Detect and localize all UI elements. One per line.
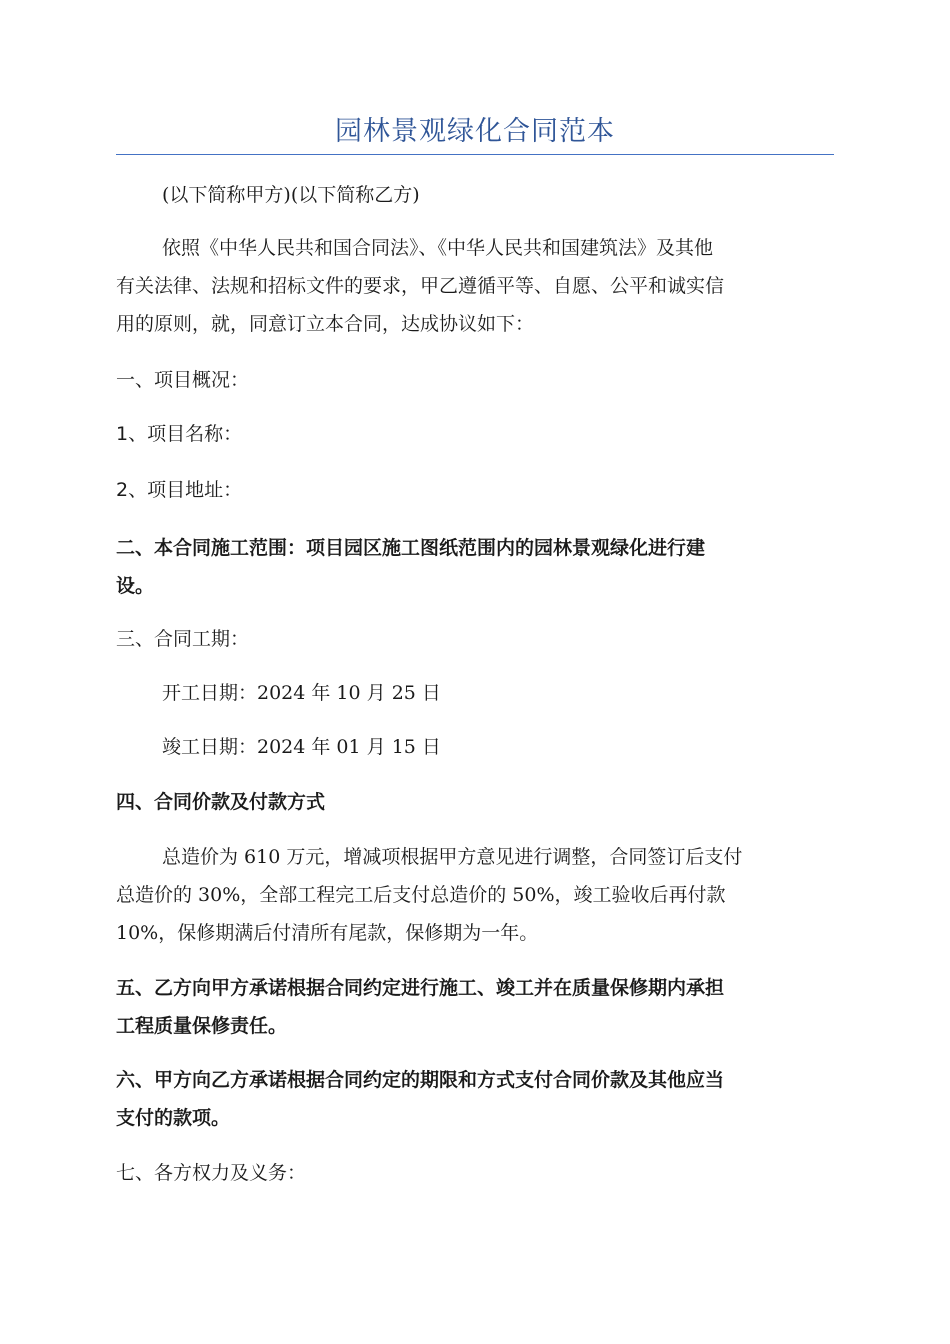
section4-paragraph — [116, 838, 834, 952]
section4-line: 总造价为 610 万元，增减项根据甲方意见进行调整，合同签订后支付 — [162, 846, 743, 868]
section6-line: 六、甲方向乙方承诺根据合同约定的期限和方式支付合同价款及其他应当 — [116, 1069, 725, 1091]
project-address-item: 2、项目地址： — [116, 479, 243, 501]
preamble-paragraph — [116, 229, 834, 343]
section7-heading: 七、各方权力及义务： — [116, 1162, 307, 1184]
section1-heading: 一、项目概况： — [116, 369, 250, 391]
section2-line: 设。 — [116, 575, 155, 597]
section6-line: 支付的款项。 — [116, 1107, 231, 1129]
preamble-line: 依照《中华人民共和国合同法》、《中华人民共和国建筑法》及其他 — [162, 237, 714, 259]
project-name-item: 1、项目名称： — [116, 423, 243, 445]
section2-paragraph — [116, 529, 834, 605]
section5-line: 工程质量保修责任。 — [116, 1015, 288, 1037]
section5-paragraph — [116, 969, 834, 1045]
section5-line: 五、乙方向甲方承诺根据合同约定进行施工、竣工并在质量保修期内承担 — [116, 977, 725, 999]
section6-paragraph — [116, 1061, 834, 1137]
parties-intro: (以下简称甲方)(以下简称乙方) — [162, 184, 420, 206]
section4-line: 10%，保修期满后付清所有尾款，保修期为一年。 — [116, 922, 539, 944]
start-date: 开工日期：2024 年 10 月 25 日 — [162, 682, 441, 704]
section3-heading: 三、合同工期： — [116, 628, 250, 650]
section4-line: 总造价的 30%，全部工程完工后支付总造价的 50%，竣工验收后再付款 — [116, 884, 726, 906]
preamble-line: 用的原则，就，同意订立本合同，达成协议如下： — [116, 313, 535, 335]
title-underline — [116, 154, 834, 155]
preamble-line: 有关法律、法规和招标文件的要求，甲乙遵循平等、自愿、公平和诚实信 — [116, 275, 725, 297]
end-date: 竣工日期：2024 年 01 月 15 日 — [162, 736, 441, 758]
section4-heading: 四、合同价款及付款方式 — [116, 791, 326, 813]
document-title: 园林景观绿化合同范本 — [335, 116, 615, 147]
section2-line: 二、本合同施工范围：项目园区施工图纸范围内的园林景观绿化进行建 — [116, 537, 706, 559]
